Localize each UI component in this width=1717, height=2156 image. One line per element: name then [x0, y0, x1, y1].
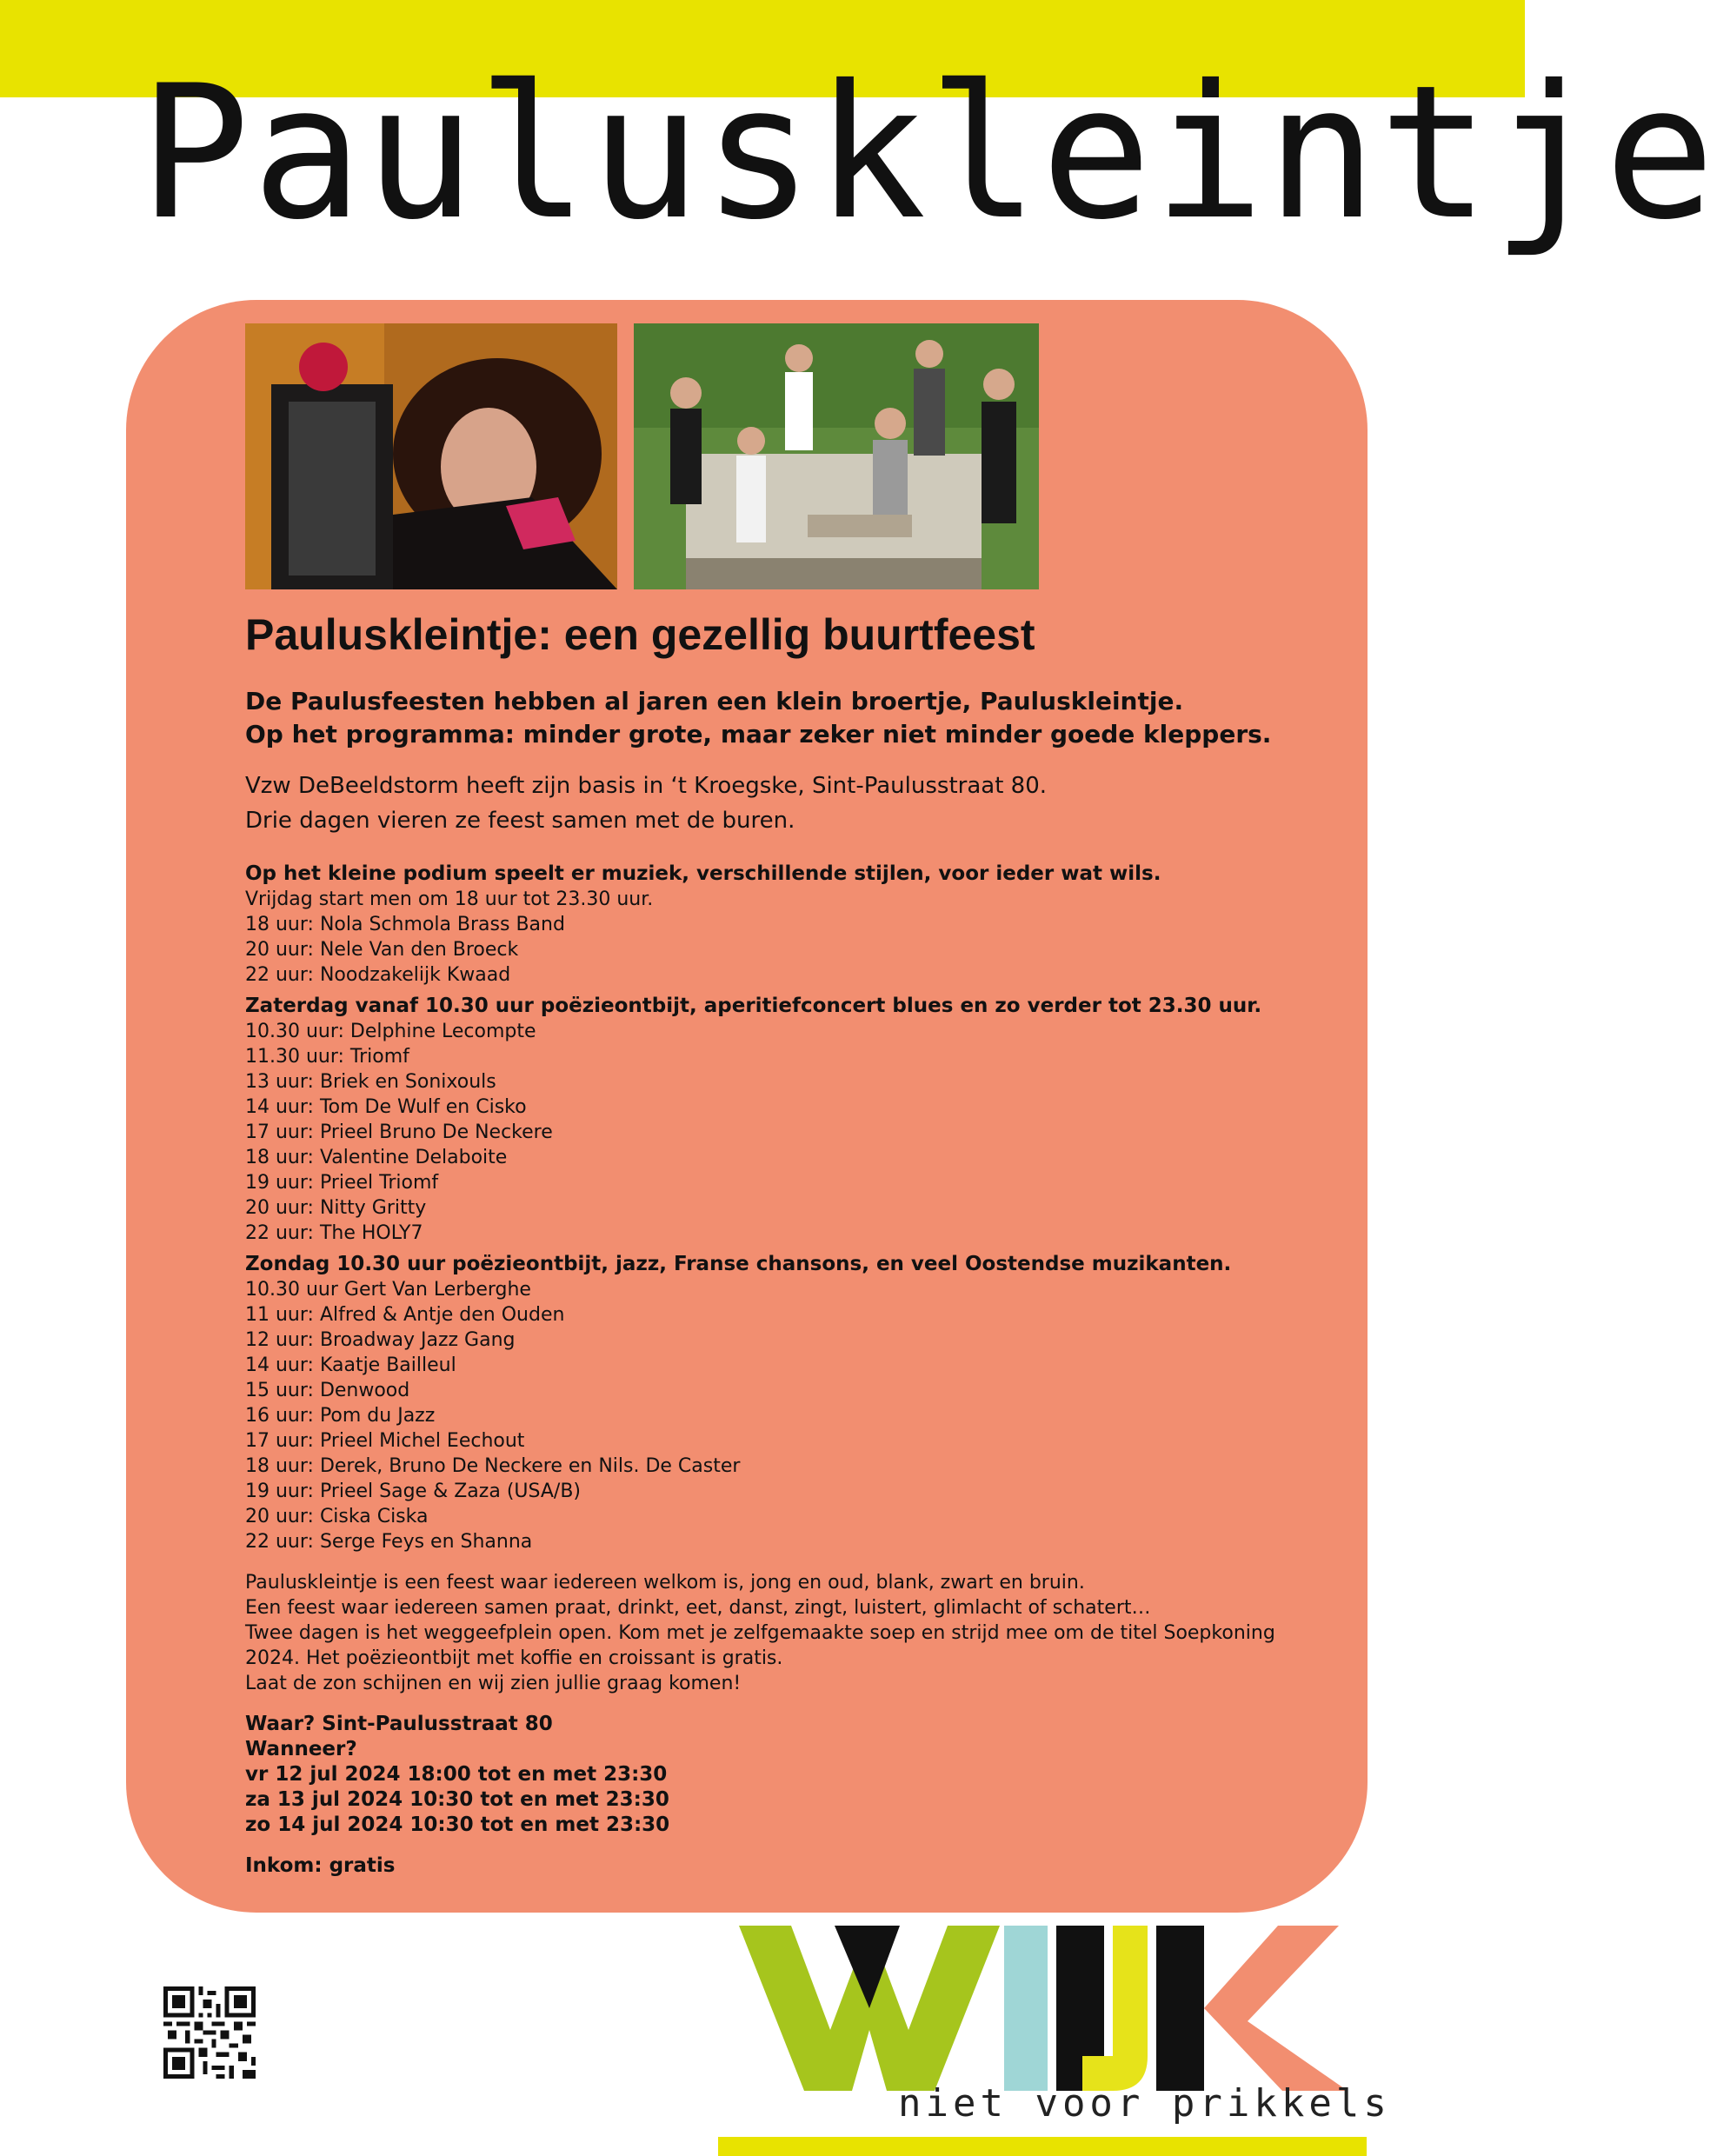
poster-title: Pauluskleintje: [139, 45, 1717, 260]
saturday-line: 11.30 uur: Triomf: [245, 1046, 409, 1068]
saturday-line: 13 uur: Briek en Sonixouls: [245, 1071, 496, 1093]
content-text: [245, 609, 1323, 1879]
friday-line: 18 uur: Nola Schmola Brass Band: [245, 914, 565, 935]
photo-band-on-bench: [634, 323, 1039, 589]
saturday-line: 14 uur: Tom De Wulf en Cisko: [245, 1096, 527, 1118]
friday-heading: Op het kleine podium speelt er muziek, verschillende stijlen, voor ieder wat wils.: [245, 862, 1161, 885]
practical-line: zo 14 jul 2024 10:30 tot en met 23:30: [245, 1813, 670, 1836]
sunday-line: 15 uur: Denwood: [245, 1380, 410, 1401]
sunday-line: 12 uur: Broadway Jazz Gang: [245, 1329, 516, 1351]
sunday-line: 16 uur: Pom du Jazz: [245, 1405, 436, 1427]
basis-line: Drie dagen vieren ze feest samen met de buren.: [245, 808, 795, 834]
saturday-heading: Zaterdag vanaf 10.30 uur poëzieontbijt, aperitiefconcert blues en zo verder tot 23.30 uur.: [245, 995, 1262, 1017]
saturday-line: 10.30 uur: Delphine Lecompte: [245, 1021, 536, 1042]
basis-line: Vzw DeBeeldstorm heeft zijn basis in ‘t Kroegske, Sint-Paulusstraat 80.: [245, 773, 1048, 799]
sunday-line: 18 uur: Derek, Bruno De Neckere en Nils. De Caster: [245, 1455, 741, 1477]
tagline: niet voor prikkels: [898, 2081, 1391, 2126]
sunday-line: 22 uur: Serge Feys en Shanna: [245, 1531, 533, 1553]
saturday-line: 17 uur: Prieel Bruno De Neckere: [245, 1121, 553, 1143]
closing-line: 2024. Het poëzieontbijt met koffie en croissant is gratis.: [245, 1647, 783, 1669]
saturday-line: 18 uur: Valentine Delaboite: [245, 1147, 508, 1168]
friday-line: 20 uur: Nele Van den Broeck: [245, 939, 519, 961]
bottom-yellow-bar: [718, 2137, 1367, 2156]
entry-info: Inkom: gratis: [245, 1854, 396, 1877]
wijk-logo: [739, 1926, 1365, 2091]
sunday-line: 19 uur: Prieel Sage & Zaza (USA/B): [245, 1481, 582, 1502]
friday-line: Vrijdag start men om 18 uur tot 23.30 uur.: [245, 888, 654, 910]
sunday-line: 20 uur: Ciska Ciska: [245, 1506, 429, 1527]
saturday-line: 19 uur: Prieel Triomf: [245, 1172, 439, 1194]
friday-line: 22 uur: Noodzakelijk Kwaad: [245, 964, 511, 986]
sunday-line: 10.30 uur Gert Van Lerberghe: [245, 1279, 531, 1301]
practical-line: Wanneer?: [245, 1738, 357, 1760]
intro-line: De Paulusfeesten hebben al jaren een klein broertje, Pauluskleintje.: [245, 687, 1184, 715]
photo-accordion-singer: [245, 323, 617, 589]
intro-line: Op het programma: minder grote, maar zeker niet minder goede kleppers.: [245, 720, 1272, 749]
saturday-line: 22 uur: The HOLY7: [245, 1222, 423, 1244]
saturday-line: 20 uur: Nitty Gritty: [245, 1197, 427, 1219]
sunday-line: 11 uur: Alfred & Antje den Ouden: [245, 1304, 565, 1326]
sunday-line: 17 uur: Prieel Michel Eechout: [245, 1430, 525, 1452]
closing-line: Pauluskleintje is een feest waar iedereen welkom is, jong en oud, blank, zwart en bruin.: [245, 1572, 1085, 1594]
closing-line: Een feest waar iedereen samen praat, drinkt, eet, danst, zingt, luistert, glimlacht of schatert…: [245, 1597, 1151, 1619]
sunday-line: 14 uur: Kaatje Bailleul: [245, 1354, 456, 1376]
qr-code[interactable]: [163, 1986, 256, 2079]
headline: Pauluskleintje: een gezellig buurtfeest: [245, 610, 1035, 659]
closing-line: Laat de zon schijnen en wij zien jullie graag komen!: [245, 1673, 742, 1694]
sunday-heading: Zondag 10.30 uur poëzieontbijt, jazz, Franse chansons, en veel Oostendse muzikanten.: [245, 1253, 1232, 1275]
practical-line: vr 12 jul 2024 18:00 tot en met 23:30: [245, 1763, 668, 1786]
closing-line: Twee dagen is het weggeefplein open. Kom met je zelfgemaakte soep en strijd mee om de titel Soepkoning: [245, 1622, 1275, 1644]
practical-line: Waar? Sint-Paulusstraat 80: [245, 1713, 553, 1735]
practical-line: za 13 jul 2024 10:30 tot en met 23:30: [245, 1788, 669, 1811]
